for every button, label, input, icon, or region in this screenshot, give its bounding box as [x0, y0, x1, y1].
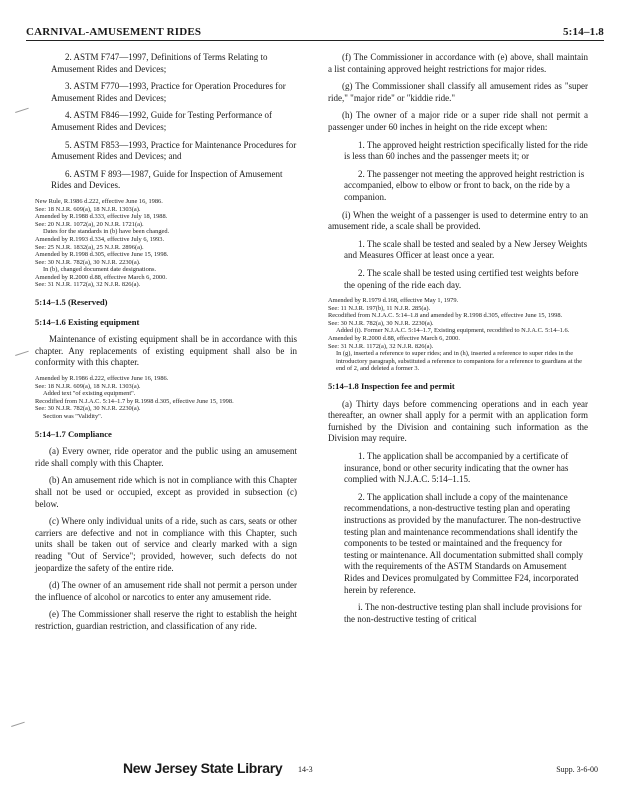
paragraph: (b) An amusement ride which is not in compliance with this Chapter shall not be used or occupied, except as provided in subsection (c) below. [35, 475, 297, 509]
history-note: New Rule, R.1986 d.222, effective June 16, 1986. See: 18 N.J.R. 609(a), 18 N.J.R. 1303(a). Amended by R.1988 d.333, effective July 18, 1988. See: 20 N.J.R. 1072(a), 20 N.J.R. 1721(a). Dates for the standards in (b) have been changed. Amended by R.1993 d.334, effective July 6, 1993. See: 25 N.J.R. 1832(a), 25 N.J.R. 2896(a). Amended by R.1998 d.305, effective June 15, 1998. See: 30 N.J.R. 782(a), 30 N.J.R. 2230(a). In (b), changed document date designations. Amended by R.2000 d.88, effective March 6, 2000. See: 31 N.J.R. 1172(a), 32 N.J.R. 826(a). [35, 197, 170, 289]
paragraph: Maintenance of existing equipment shall be in accordance with this chapter. Any replacements of existing equipment shall also be in conformity with this chapter. [35, 334, 297, 368]
section-heading: 5:14–1.6 Existing equipment [35, 316, 140, 327]
header-section: 5:14–1.8 [562, 26, 604, 38]
page-footer [0, 760, 618, 780]
list-item: 1. The approved height restriction specifically listed for the ride is less than 60 inches and the passenger meets it; or [344, 139, 588, 162]
paragraph: (a) Thirty days before commencing operations and in each year thereafter, an owner shall apply for a permit with an application form furnished by the Division and containing such information as the Division may require. [328, 398, 588, 444]
margin-mark [13, 102, 28, 113]
section-heading: 5:14–1.8 Inspection fee and permit [328, 381, 455, 392]
list-item: 1. The scale shall be tested and sealed by a New Jersey Weights and Measures Officer at least once a year. [344, 238, 588, 261]
section-heading: 5:14–1.7 Compliance [35, 428, 112, 439]
section-heading: 5:14–1.5 (Reserved) [35, 297, 108, 308]
header-title: CARNIVAL-AMUSEMENT RIDES [26, 26, 202, 38]
list-item: 2. The passenger not meeting the approved height restriction is accompanied, elbow to elbow or front to back, on the ride by a companion. [344, 168, 585, 202]
paragraph: (i) When the weight of a passenger is used to determine entry to an amusement ride, a scale shall be provided. [328, 209, 588, 232]
running-header [26, 22, 604, 41]
list-item: 2. The scale shall be tested using certified test weights before the opening of the ride each day. [344, 267, 579, 290]
list-item: 5. ASTM F853—1993, Practice for Maintenance Procedures for Amusement Rides and Devices; and [51, 139, 297, 162]
list-item: 2. ASTM F747—1997, Definitions of Terms Relating to Amusement Rides and Devices; [51, 52, 268, 74]
list-item: 2. The application shall include a copy of the maintenance recommendations, a non-destructive testing plan and operating instructions as provided by the manufacturer. The non-destructive testing plan and maintenance recommendations shall identify the components to be tested or maintained and the frequency for testing or maintenance. All documentation submitted shall comply with the requirements of the ASTM Standards on Amusement Rides and Devices promulgated by Committee F24, incorporated herein by reference. [344, 491, 583, 595]
page-number: 14-3 [298, 765, 313, 774]
supplement-date: Supp. 3-6-00 [556, 765, 598, 774]
paragraph: (a) Every owner, ride operator and the public using an amusement ride shall comply with this Chapter. [35, 446, 297, 468]
list-item: 3. ASTM F770—1993, Practice for Operation Procedures for Amusement Rides and Devices; [51, 81, 286, 103]
list-item: 6. ASTM F 893—1987, Guide for Inspection of Amusement Rides and Devices. [51, 168, 283, 191]
list-item: 1. The application shall be accompanied by a certificate of insurance, bond or other security indicating that the owner has complied with N.J.A.C. 5:14–1.15. [344, 451, 569, 485]
list-item: 4. ASTM F846—1992, Guide for Testing Performance of Amusement Rides and Devices; [51, 110, 272, 132]
history-note: Amended by R.1979 d.168, effective May 1, 1979. See: 11 N.J.R. 197(b), 11 N.J.R. 285(a). Recodified from N.J.A.C. 5:14–1.8 and amended by R.1998 d.305, effective June 15, 1998. See: 30 N.J.R. 782(a), 30 N.J.R. 2230(a). Added (i). Former N.J.A.C. 5:14–1.7, Existing equipment, recodified to N.J.A.C. 5:14–1.6. Amended by R.2000 d.88, effective March 6, 2000. See: 31 N.J.R. 1172(a), 32 N.J.R. 826(a). In (g), inserted a reference to super rides; and in (h), inserted a reference to super rides in the introductory paragraph, substituted a reference to companions for a reference to guardians at the end of 2, and deleted a former 3. [328, 297, 582, 373]
list-item: i. The non-destructive testing plan shall include provisions for the non-destructive testing of critical [344, 602, 582, 624]
paragraph: (g) The Commissioner shall classify all amusement rides as "super ride," "major ride" or "kiddie ride." [328, 81, 588, 103]
library-stamp: New Jersey State Library [123, 760, 283, 776]
left-column [35, 52, 297, 639]
right-column [328, 52, 588, 631]
paragraph: (h) The owner of a major ride or a super ride shall not permit a passenger under 60 inches in height on the ride except when: [328, 110, 588, 132]
paragraph: (d) The owner of an amusement ride shall not permit a person under the influence of alcohol or narcotics to enter any amusement ride. [35, 580, 297, 602]
paragraph: (f) The Commissioner in accordance with (e) above, shall maintain a list containing approved height restrictions for major rides. [328, 52, 588, 74]
paragraph: (c) Where only individual units of a ride, such as cars, seats or other carriers are defective and not in compliance with this Chapter, such units shall be taken out of service and clearly marked with a sign reading "Out of Service"; provided, however, such defects do not jeopardize the safety of the entire ride. [35, 516, 297, 573]
margin-mark [9, 716, 24, 727]
paragraph: (e) The Commissioner shall reserve the right to establish the height restriction, guardian restriction, and classification of any ride. [35, 609, 297, 631]
history-note: Amended by R.1986 d.222, effective June 16, 1986. See: 18 N.J.R. 609(a), 18 N.J.R. 1303(a). Added text "of existing equipment". Recodified from N.J.A.C. 5:14–1.7 by R.1998 d.305, effective June 15, 1998. See: 30 N.J.R. 782(a), 30 N.J.R. 2230(a). Section was "Validity". [35, 375, 234, 420]
margin-mark [13, 345, 28, 356]
